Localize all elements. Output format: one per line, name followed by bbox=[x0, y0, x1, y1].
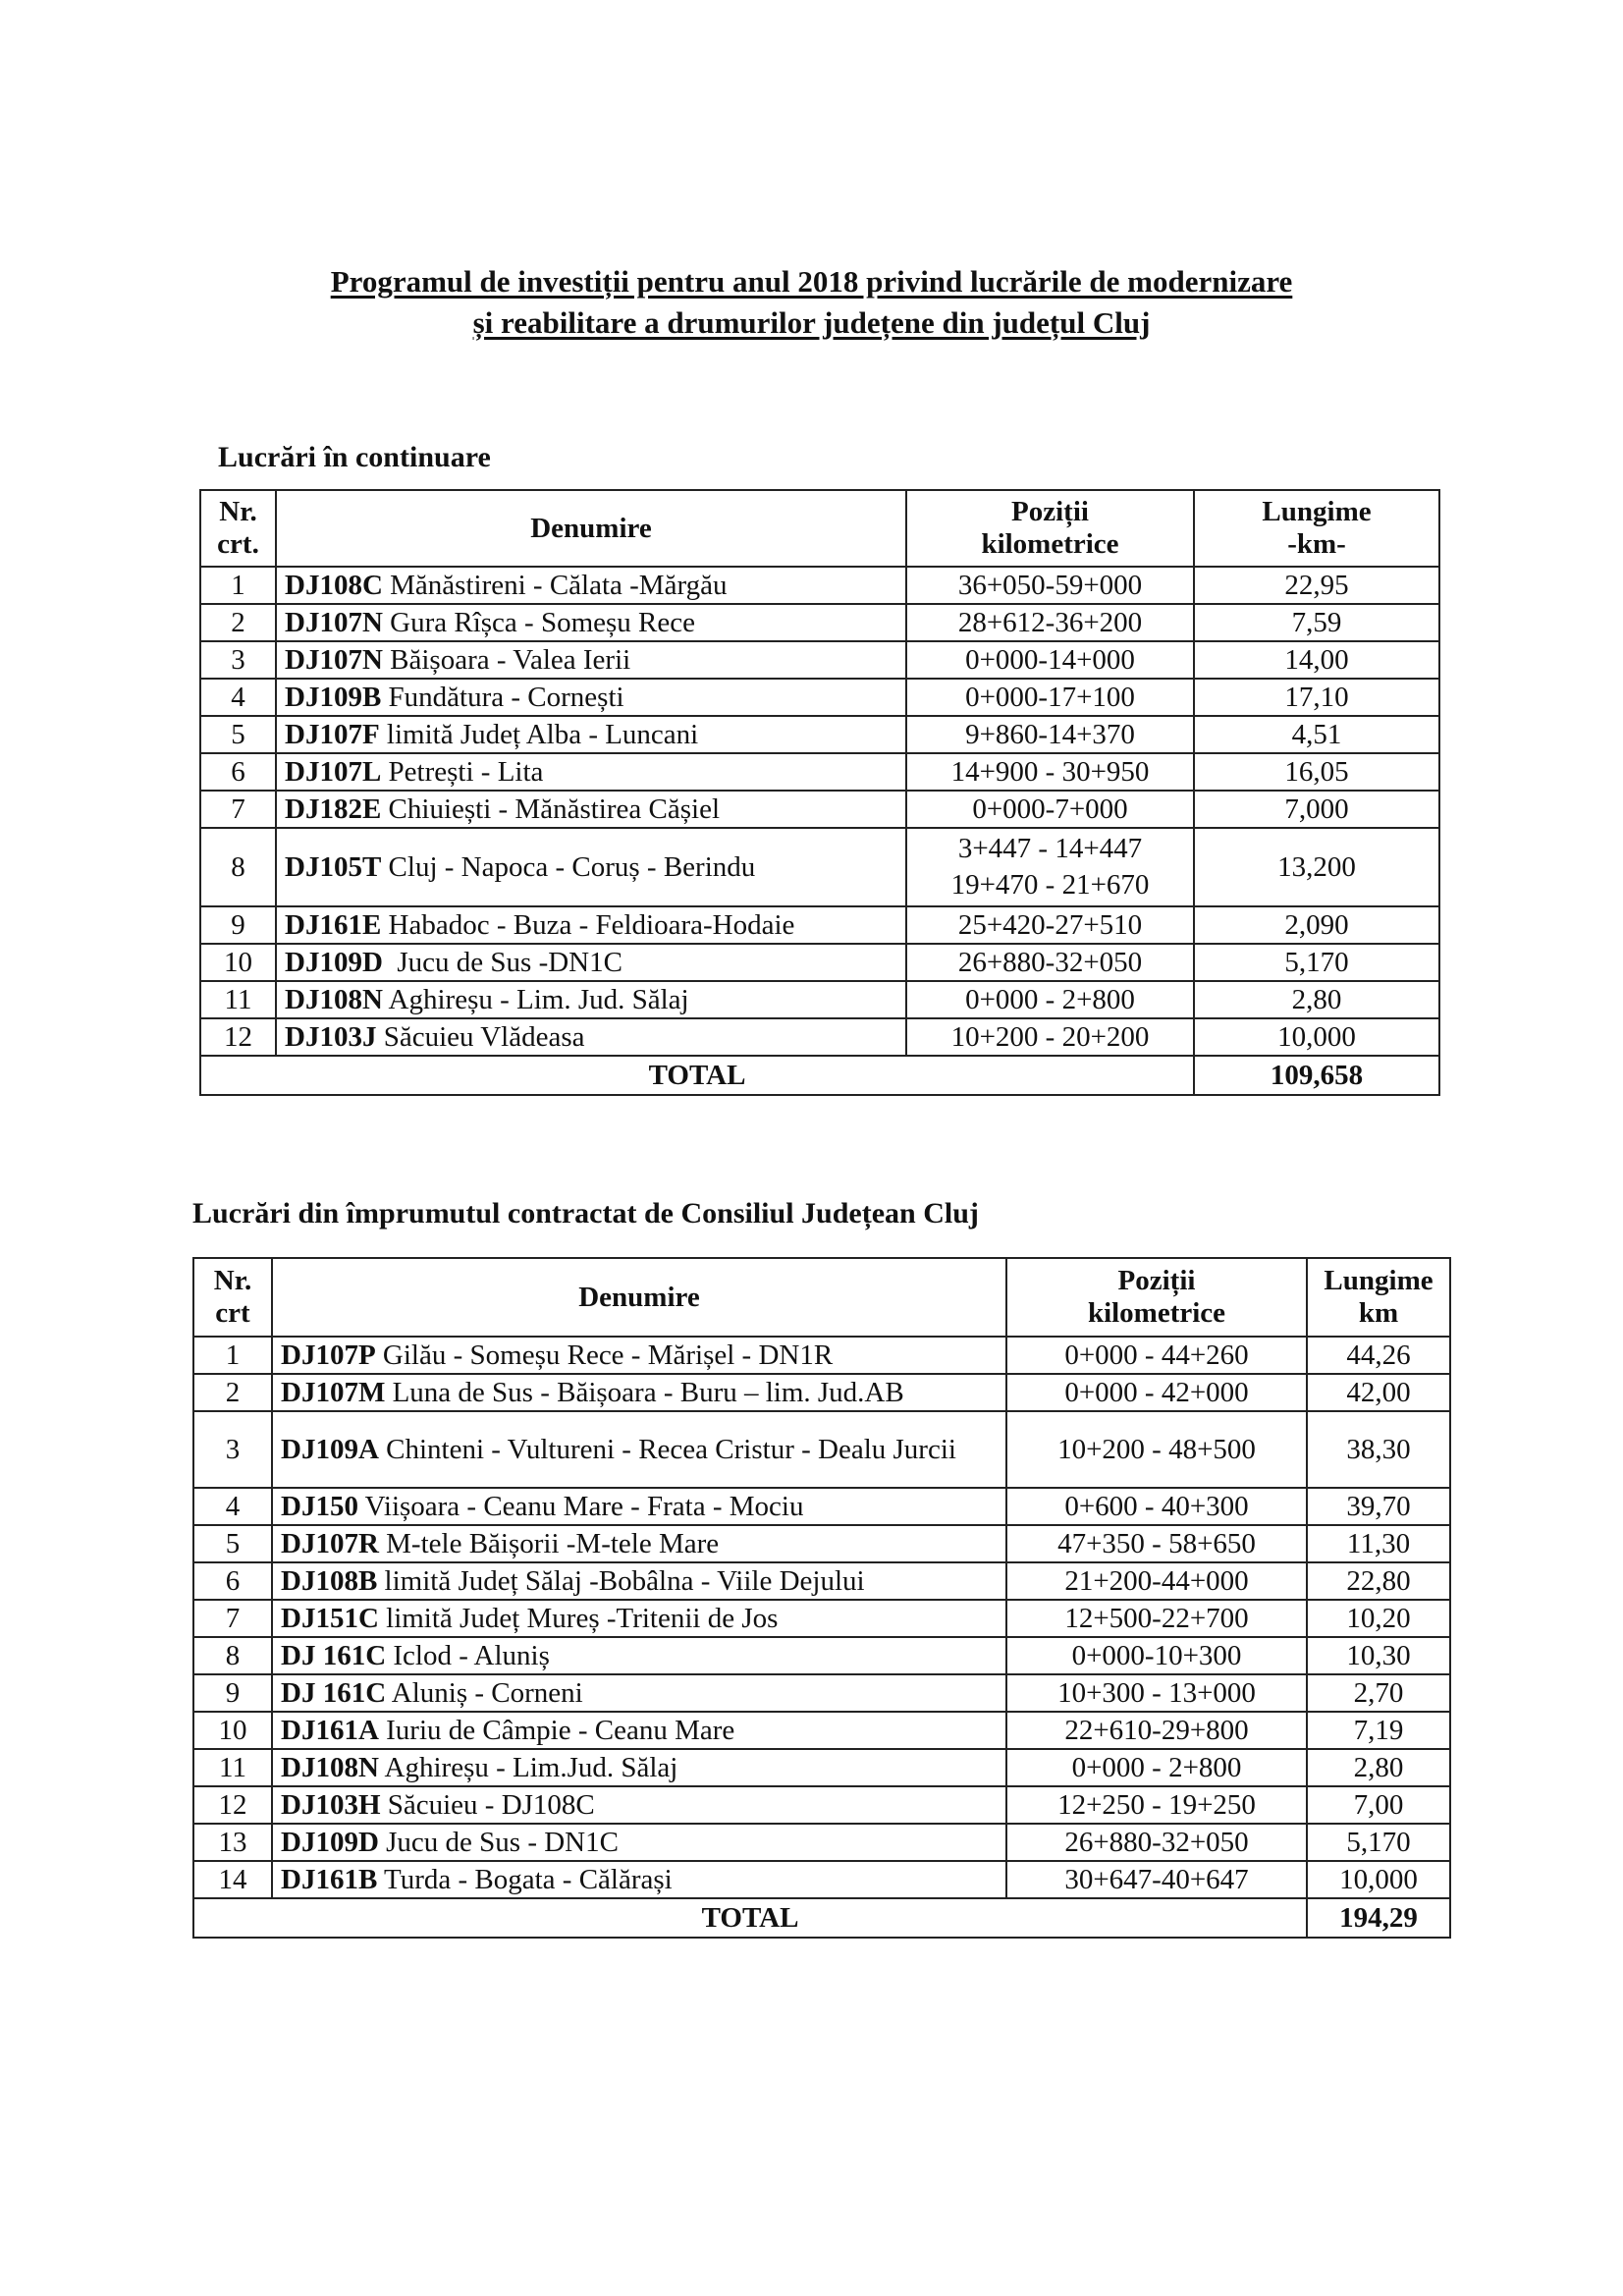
road-code: DJ107P bbox=[281, 1339, 376, 1371]
road-name bbox=[272, 1337, 1006, 1374]
kilometric-positions: 28+612-36+200 bbox=[906, 604, 1194, 641]
road-code: DJ103J bbox=[285, 1020, 377, 1053]
length-km: 7,59 bbox=[1194, 604, 1439, 641]
kilometric-positions: 26+880-32+050 bbox=[1006, 1824, 1307, 1861]
length-km: 2,80 bbox=[1194, 981, 1439, 1018]
table-row bbox=[193, 1674, 1450, 1712]
table-row bbox=[200, 981, 1439, 1018]
kilometric-positions: 0+000-7+000 bbox=[906, 791, 1194, 828]
table-row bbox=[193, 1637, 1450, 1674]
road-name bbox=[276, 641, 906, 679]
row-number: 13 bbox=[193, 1824, 272, 1861]
header-lungime: Lungime -km- bbox=[1194, 490, 1439, 567]
road-name bbox=[272, 1562, 1006, 1600]
road-code: DJ107M bbox=[281, 1376, 386, 1408]
kilometric-positions: 0+000 - 2+800 bbox=[1006, 1749, 1307, 1786]
road-route: limită Județ Sălaj -Bobâlna - Viile Dejului bbox=[377, 1564, 865, 1597]
row-number: 8 bbox=[200, 828, 276, 906]
road-code: DJ109D bbox=[285, 946, 383, 978]
road-name bbox=[272, 1749, 1006, 1786]
road-name bbox=[276, 828, 906, 906]
road-code: DJ108B bbox=[281, 1564, 378, 1597]
row-number: 5 bbox=[200, 716, 276, 753]
kilometric-positions: 0+000 - 42+000 bbox=[1006, 1374, 1307, 1411]
road-route: limită Județ Mureș -Tritenii de Jos bbox=[378, 1602, 779, 1634]
kilometric-positions: 12+500-22+700 bbox=[1006, 1600, 1307, 1637]
kilometric-positions: 26+880-32+050 bbox=[906, 944, 1194, 981]
document-title bbox=[0, 261, 1623, 344]
road-code: DJ161E bbox=[285, 908, 382, 941]
header-lungime: Lungime km bbox=[1307, 1258, 1450, 1337]
total-value: 109,658 bbox=[1194, 1056, 1439, 1095]
table-row bbox=[193, 1600, 1450, 1637]
length-km: 7,00 bbox=[1307, 1786, 1450, 1824]
length-km: 44,26 bbox=[1307, 1337, 1450, 1374]
header-pozitii-kilometrice: Poziții kilometrice bbox=[1006, 1258, 1307, 1337]
road-route: Aghireșu - Lim.Jud. Sălaj bbox=[378, 1751, 678, 1783]
length-km: 22,80 bbox=[1307, 1562, 1450, 1600]
road-route: Fundătura - Cornești bbox=[381, 681, 624, 713]
road-name bbox=[272, 1374, 1006, 1411]
table-row bbox=[200, 604, 1439, 641]
header-denumire: Denumire bbox=[272, 1258, 1006, 1337]
table-row bbox=[193, 1749, 1450, 1786]
road-name bbox=[276, 716, 906, 753]
table-row bbox=[200, 679, 1439, 716]
table-row bbox=[193, 1712, 1450, 1749]
table-row bbox=[193, 1861, 1450, 1898]
road-code: DJ105T bbox=[285, 850, 382, 883]
row-number: 1 bbox=[200, 567, 276, 604]
length-km: 5,170 bbox=[1194, 944, 1439, 981]
kilometric-positions: 14+900 - 30+950 bbox=[906, 753, 1194, 791]
row-number: 3 bbox=[200, 641, 276, 679]
length-km: 22,95 bbox=[1194, 567, 1439, 604]
road-code: DJ107N bbox=[285, 643, 383, 676]
kilometric-positions: 0+000-10+300 bbox=[1006, 1637, 1307, 1674]
table-header-row bbox=[193, 1258, 1450, 1337]
table-row bbox=[193, 1337, 1450, 1374]
kilometric-positions: 21+200-44+000 bbox=[1006, 1562, 1307, 1600]
road-code: DJ107N bbox=[285, 606, 383, 638]
row-number: 1 bbox=[193, 1337, 272, 1374]
road-route: Săcuieu - DJ108C bbox=[380, 1788, 595, 1821]
kilometric-positions: 10+200 - 20+200 bbox=[906, 1018, 1194, 1056]
row-number: 6 bbox=[200, 753, 276, 791]
total-label: TOTAL bbox=[200, 1056, 1194, 1095]
kilometric-positions: 47+350 - 58+650 bbox=[1006, 1525, 1307, 1562]
road-route: Mănăstireni - Călata -Mărgău bbox=[382, 569, 728, 601]
road-name bbox=[272, 1488, 1006, 1525]
road-name bbox=[276, 1018, 906, 1056]
road-code: DJ108N bbox=[281, 1751, 379, 1783]
kilometric-positions: 0+600 - 40+300 bbox=[1006, 1488, 1307, 1525]
road-route: Gilău - Someșu Rece - Mărișel - DN1R bbox=[375, 1339, 834, 1371]
header-denumire: Denumire bbox=[276, 490, 906, 567]
table-row bbox=[200, 906, 1439, 944]
section-heading-continuare: Lucrări în continuare bbox=[218, 441, 491, 473]
row-number: 9 bbox=[200, 906, 276, 944]
road-code: DJ108N bbox=[285, 983, 383, 1015]
row-number: 6 bbox=[193, 1562, 272, 1600]
length-km: 39,70 bbox=[1307, 1488, 1450, 1525]
kilometric-positions: 0+000-14+000 bbox=[906, 641, 1194, 679]
road-code: DJ161B bbox=[281, 1863, 378, 1895]
length-km: 10,20 bbox=[1307, 1600, 1450, 1637]
length-km: 7,000 bbox=[1194, 791, 1439, 828]
road-route: Aghireșu - Lim. Jud. Sălaj bbox=[382, 983, 689, 1015]
row-number: 5 bbox=[193, 1525, 272, 1562]
table-row bbox=[193, 1562, 1450, 1600]
title-line-1: Programul de investiții pentru anul 2018 privind lucrările de modernizare bbox=[330, 264, 1293, 299]
road-code: DJ 161C bbox=[281, 1639, 387, 1671]
road-route: Jucu de Sus -DN1C bbox=[382, 946, 622, 978]
kilometric-positions: 10+300 - 13+000 bbox=[1006, 1674, 1307, 1712]
length-km: 2,70 bbox=[1307, 1674, 1450, 1712]
road-route: Iclod - Aluniș bbox=[386, 1639, 550, 1671]
length-km: 17,10 bbox=[1194, 679, 1439, 716]
road-code: DJ107F bbox=[285, 718, 380, 750]
road-name bbox=[276, 944, 906, 981]
table-row bbox=[200, 828, 1439, 906]
kilometric-positions: 0+000 - 44+260 bbox=[1006, 1337, 1307, 1374]
table-row bbox=[200, 567, 1439, 604]
length-km: 14,00 bbox=[1194, 641, 1439, 679]
table-row bbox=[200, 944, 1439, 981]
road-route: Viișoara - Ceanu Mare - Frata - Mociu bbox=[357, 1490, 804, 1522]
road-route: Săcuieu Vlădeasa bbox=[376, 1020, 585, 1053]
road-name bbox=[276, 906, 906, 944]
road-code: DJ151C bbox=[281, 1602, 379, 1634]
length-km: 2,090 bbox=[1194, 906, 1439, 944]
table-row bbox=[193, 1824, 1450, 1861]
road-name bbox=[272, 1600, 1006, 1637]
total-row bbox=[200, 1056, 1439, 1095]
kilometric-positions: 0+000-17+100 bbox=[906, 679, 1194, 716]
road-route: Chinteni - Vultureni - Recea Cristur - Dealu Jurcii bbox=[378, 1433, 956, 1465]
table-row bbox=[193, 1374, 1450, 1411]
road-name bbox=[272, 1411, 1006, 1488]
table-row bbox=[200, 641, 1439, 679]
table-row bbox=[193, 1488, 1450, 1525]
table-row bbox=[193, 1411, 1450, 1488]
kilometric-segment: 3+447 - 14+447 bbox=[957, 833, 1143, 864]
row-number: 12 bbox=[193, 1786, 272, 1824]
road-code: DJ103H bbox=[281, 1788, 381, 1821]
table-row bbox=[200, 791, 1439, 828]
length-km: 4,51 bbox=[1194, 716, 1439, 753]
road-name bbox=[272, 1824, 1006, 1861]
road-route: Chiuiești - Mănăstirea Cășiel bbox=[381, 793, 720, 825]
section-heading-imprumut: Lucrări din împrumutul contractat de Consiliul Județean Cluj bbox=[192, 1197, 979, 1230]
length-km: 38,30 bbox=[1307, 1411, 1450, 1488]
total-label: TOTAL bbox=[193, 1898, 1307, 1938]
road-route: Luna de Sus - Băișoara - Buru – lim. Jud.AB bbox=[385, 1376, 904, 1408]
road-code: DJ109D bbox=[281, 1826, 379, 1858]
road-name bbox=[276, 753, 906, 791]
kilometric-positions: 30+647-40+647 bbox=[1006, 1861, 1307, 1898]
length-km: 10,000 bbox=[1307, 1861, 1450, 1898]
row-number: 11 bbox=[193, 1749, 272, 1786]
kilometric-positions: 10+200 - 48+500 bbox=[1006, 1411, 1307, 1488]
table-row bbox=[200, 753, 1439, 791]
road-name bbox=[272, 1525, 1006, 1562]
length-km: 5,170 bbox=[1307, 1824, 1450, 1861]
road-name bbox=[272, 1861, 1006, 1898]
kilometric-positions: 22+610-29+800 bbox=[1006, 1712, 1307, 1749]
kilometric-segment: 19+470 - 21+670 bbox=[950, 869, 1150, 901]
road-route: Petrești - Lita bbox=[381, 755, 544, 788]
length-km: 7,19 bbox=[1307, 1712, 1450, 1749]
row-number: 2 bbox=[193, 1374, 272, 1411]
road-name bbox=[276, 679, 906, 716]
length-km: 11,30 bbox=[1307, 1525, 1450, 1562]
length-km: 2,80 bbox=[1307, 1749, 1450, 1786]
road-route: Turda - Bogata - Călărași bbox=[377, 1863, 673, 1895]
row-number: 12 bbox=[200, 1018, 276, 1056]
row-number: 9 bbox=[193, 1674, 272, 1712]
length-km: 13,200 bbox=[1194, 828, 1439, 906]
header-nr-crt: Nr. crt bbox=[193, 1258, 272, 1337]
road-route: Băișoara - Valea Ierii bbox=[382, 643, 631, 676]
road-route: Gura Rîșca - Someșu Rece bbox=[382, 606, 695, 638]
table-row bbox=[200, 716, 1439, 753]
road-route: Aluniș - Corneni bbox=[386, 1676, 583, 1709]
road-name bbox=[276, 567, 906, 604]
kilometric-positions: 25+420-27+510 bbox=[906, 906, 1194, 944]
road-code: DJ150 bbox=[281, 1490, 358, 1522]
kilometric-positions bbox=[906, 828, 1194, 906]
kilometric-positions: 0+000 - 2+800 bbox=[906, 981, 1194, 1018]
row-number: 3 bbox=[193, 1411, 272, 1488]
row-number: 2 bbox=[200, 604, 276, 641]
road-route: Jucu de Sus - DN1C bbox=[378, 1826, 619, 1858]
road-code: DJ107R bbox=[281, 1527, 379, 1559]
row-number: 4 bbox=[200, 679, 276, 716]
total-value: 194,29 bbox=[1307, 1898, 1450, 1938]
road-code: DJ107L bbox=[285, 755, 382, 788]
row-number: 7 bbox=[193, 1600, 272, 1637]
row-number: 10 bbox=[193, 1712, 272, 1749]
title-line-2: și reabilitare a drumurilor județene din județul Cluj bbox=[472, 305, 1151, 340]
length-km: 10,000 bbox=[1194, 1018, 1439, 1056]
road-name bbox=[276, 981, 906, 1018]
total-row bbox=[193, 1898, 1450, 1938]
table-lucrari-imprumut bbox=[192, 1257, 1451, 1939]
table-header-row bbox=[200, 490, 1439, 567]
road-code: DJ182E bbox=[285, 793, 382, 825]
table-row bbox=[193, 1525, 1450, 1562]
header-pozitii-kilometrice: Poziții kilometrice bbox=[906, 490, 1194, 567]
kilometric-positions: 36+050-59+000 bbox=[906, 567, 1194, 604]
table-lucrari-continuare bbox=[199, 489, 1440, 1096]
row-number: 8 bbox=[193, 1637, 272, 1674]
road-name bbox=[272, 1637, 1006, 1674]
row-number: 4 bbox=[193, 1488, 272, 1525]
length-km: 42,00 bbox=[1307, 1374, 1450, 1411]
road-name bbox=[276, 791, 906, 828]
row-number: 11 bbox=[200, 981, 276, 1018]
row-number: 10 bbox=[200, 944, 276, 981]
road-code: DJ109B bbox=[285, 681, 382, 713]
road-code: DJ161A bbox=[281, 1714, 379, 1746]
road-route: limită Județ Alba - Luncani bbox=[379, 718, 699, 750]
length-km: 10,30 bbox=[1307, 1637, 1450, 1674]
road-name bbox=[276, 604, 906, 641]
kilometric-positions: 9+860-14+370 bbox=[906, 716, 1194, 753]
table-row bbox=[193, 1786, 1450, 1824]
road-name bbox=[272, 1786, 1006, 1824]
road-code: DJ109A bbox=[281, 1433, 379, 1465]
length-km: 16,05 bbox=[1194, 753, 1439, 791]
row-number: 7 bbox=[200, 791, 276, 828]
kilometric-positions: 12+250 - 19+250 bbox=[1006, 1786, 1307, 1824]
road-name bbox=[272, 1712, 1006, 1749]
road-route: M-tele Băișorii -M-tele Mare bbox=[378, 1527, 720, 1559]
road-name bbox=[272, 1674, 1006, 1712]
header-nr-crt: Nr. crt. bbox=[200, 490, 276, 567]
table-row bbox=[200, 1018, 1439, 1056]
road-route: Iuriu de Câmpie - Ceanu Mare bbox=[378, 1714, 735, 1746]
row-number: 14 bbox=[193, 1861, 272, 1898]
road-route: Cluj - Napoca - Coruș - Berindu bbox=[381, 850, 756, 883]
road-code: DJ108C bbox=[285, 569, 383, 601]
road-code: DJ 161C bbox=[281, 1676, 387, 1709]
road-route: Habadoc - Buza - Feldioara-Hodaie bbox=[381, 908, 795, 941]
